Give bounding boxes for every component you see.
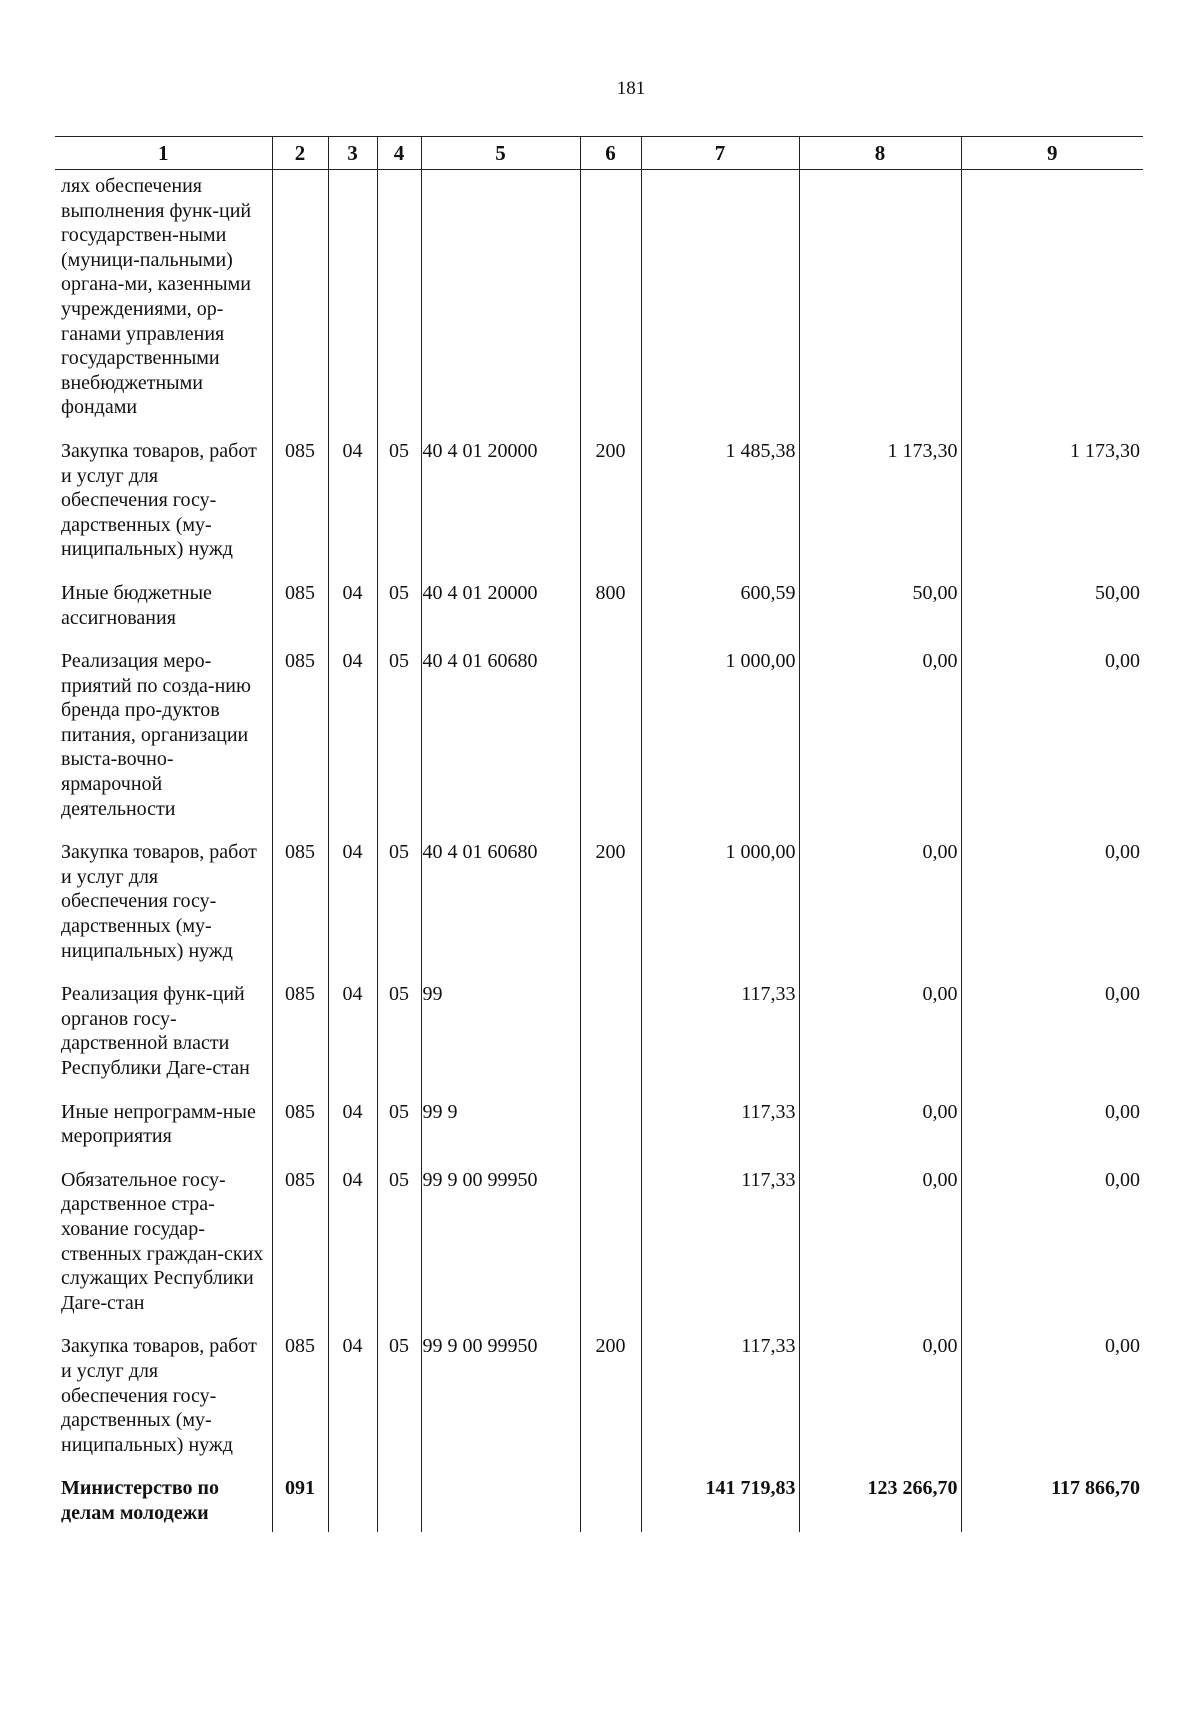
code-3: 04 — [328, 1159, 377, 1326]
value-7: 117,33 — [641, 973, 799, 1090]
code-2: 085 — [272, 1091, 328, 1159]
value-7: 600,59 — [641, 572, 799, 640]
row-name: Министерство по делам молодежи — [61, 1477, 220, 1524]
code-4: 05 — [377, 572, 421, 640]
header-row — [55, 137, 1143, 170]
code-5: 40 4 01 20000 — [421, 572, 580, 640]
code-3: 04 — [328, 973, 377, 1090]
code-2: 085 — [272, 640, 328, 831]
value-7: 1 485,38 — [641, 430, 799, 572]
code-4: 05 — [377, 1091, 421, 1159]
code-5: 99 9 — [421, 1091, 580, 1159]
code-5: 40 4 01 60680 — [421, 640, 580, 831]
table-row — [55, 1467, 1143, 1531]
code-4: 05 — [377, 1325, 421, 1467]
col-header-1: 1 — [55, 137, 272, 170]
code-2: 085 — [272, 831, 328, 973]
value-9: 1 173,30 — [961, 430, 1143, 572]
col-header-7: 7 — [641, 137, 799, 170]
col-header-5: 5 — [421, 137, 580, 170]
code-2: 085 — [272, 973, 328, 1090]
value-8: 0,00 — [799, 1159, 961, 1326]
code-2: 085 — [272, 430, 328, 572]
code-6: 800 — [580, 572, 641, 640]
value-8: 0,00 — [799, 831, 961, 973]
code-4: 05 — [377, 831, 421, 973]
code-2: 085 — [272, 1325, 328, 1467]
page-number: 181 — [616, 78, 646, 99]
code-5: 99 9 00 99950 — [421, 1325, 580, 1467]
row-name: Закупка товаров, работ и услуг для обеспечения госу-дарственных (му-ниципальных) нужд — [61, 841, 257, 962]
code-3: 04 — [328, 640, 377, 831]
value-9: 0,00 — [961, 1159, 1143, 1326]
code-6: 200 — [580, 831, 641, 973]
table-row — [55, 170, 1143, 430]
code-4: 05 — [377, 430, 421, 572]
code-6 — [580, 1091, 641, 1159]
table-row — [55, 430, 1143, 572]
value-9: 0,00 — [961, 640, 1143, 831]
value-9: 0,00 — [961, 1325, 1143, 1467]
value-7: 141 719,83 — [641, 1467, 799, 1531]
code-5: 40 4 01 60680 — [421, 831, 580, 973]
code-6 — [580, 1159, 641, 1326]
code-6: 200 — [580, 430, 641, 572]
value-7: 117,33 — [641, 1091, 799, 1159]
code-6 — [580, 640, 641, 831]
code-5: 99 9 00 99950 — [421, 1159, 580, 1326]
code-5 — [421, 1467, 580, 1531]
code-6 — [580, 170, 641, 430]
value-9: 50,00 — [961, 572, 1143, 640]
row-name: Обязательное госу-дарственное стра-хование государ-ственных граждан-ских служащих Республики Даге-стан — [61, 1168, 264, 1314]
code-4: 05 — [377, 640, 421, 831]
value-9: 0,00 — [961, 831, 1143, 973]
code-3 — [328, 170, 377, 430]
value-9 — [961, 170, 1143, 430]
code-5 — [421, 170, 580, 430]
code-2 — [272, 170, 328, 430]
code-4 — [377, 170, 421, 430]
value-8: 0,00 — [799, 973, 961, 1090]
code-3 — [328, 1467, 377, 1531]
code-5: 99 — [421, 973, 580, 1090]
row-name: лях обеспечения выполнения функ-ций государствен-ными (муници-пальными) органа-ми, казенными учреждениями, ор-ганами управления государственными внебюджетными фондами — [61, 175, 252, 419]
budget-table — [55, 136, 1143, 1532]
row-name: Реализация функ-ций органов госу-дарственной власти Республики Даге-стан — [61, 983, 250, 1079]
value-8: 0,00 — [799, 1325, 961, 1467]
row-name: Реализация меро-приятий по созда-нию бренда про-дуктов питания, организации выста-вочно-ярмарочной деятельности — [61, 650, 251, 820]
code-2: 085 — [272, 572, 328, 640]
code-6 — [580, 973, 641, 1090]
code-4: 05 — [377, 973, 421, 1090]
row-name: Закупка товаров, работ и услуг для обеспечения госу-дарственных (му-ниципальных) нужд — [61, 439, 257, 561]
code-4: 05 — [377, 1159, 421, 1326]
code-3: 04 — [328, 1091, 377, 1159]
col-header-8: 8 — [799, 137, 961, 170]
table-row — [55, 831, 1143, 973]
value-8: 0,00 — [799, 640, 961, 831]
code-3: 04 — [328, 572, 377, 640]
code-2: 085 — [272, 1159, 328, 1326]
value-8 — [799, 170, 961, 430]
row-name: Иные бюджетные ассигнования — [61, 581, 212, 629]
value-8: 0,00 — [799, 1091, 961, 1159]
table-row — [55, 640, 1143, 831]
col-header-4: 4 — [377, 137, 421, 170]
value-9: 0,00 — [961, 1091, 1143, 1159]
code-5: 40 4 01 20000 — [421, 430, 580, 572]
code-3: 04 — [328, 831, 377, 973]
value-8: 123 266,70 — [799, 1467, 961, 1531]
code-4 — [377, 1467, 421, 1531]
table-row — [55, 1091, 1143, 1159]
table-row — [55, 572, 1143, 640]
table-row — [55, 1325, 1143, 1467]
value-9: 0,00 — [961, 973, 1143, 1090]
value-7: 1 000,00 — [641, 640, 799, 831]
col-header-3: 3 — [328, 137, 377, 170]
code-3: 04 — [328, 430, 377, 572]
value-7: 1 000,00 — [641, 831, 799, 973]
code-3: 04 — [328, 1325, 377, 1467]
code-2: 091 — [272, 1467, 328, 1531]
table-row — [55, 1159, 1143, 1326]
value-8: 1 173,30 — [799, 430, 961, 572]
value-7: 117,33 — [641, 1325, 799, 1467]
value-9: 117 866,70 — [961, 1467, 1143, 1531]
col-header-9: 9 — [961, 137, 1143, 170]
value-7 — [641, 170, 799, 430]
row-name: Закупка товаров, работ и услуг для обеспечения госу-дарственных (му-ниципальных) нужд — [61, 1335, 257, 1456]
table-row — [55, 973, 1143, 1090]
code-6 — [580, 1467, 641, 1531]
row-name: Иные непрограмм-ные мероприятия — [61, 1100, 256, 1148]
col-header-6: 6 — [580, 137, 641, 170]
value-8: 50,00 — [799, 572, 961, 640]
col-header-2: 2 — [272, 137, 328, 170]
value-7: 117,33 — [641, 1159, 799, 1326]
code-6: 200 — [580, 1325, 641, 1467]
